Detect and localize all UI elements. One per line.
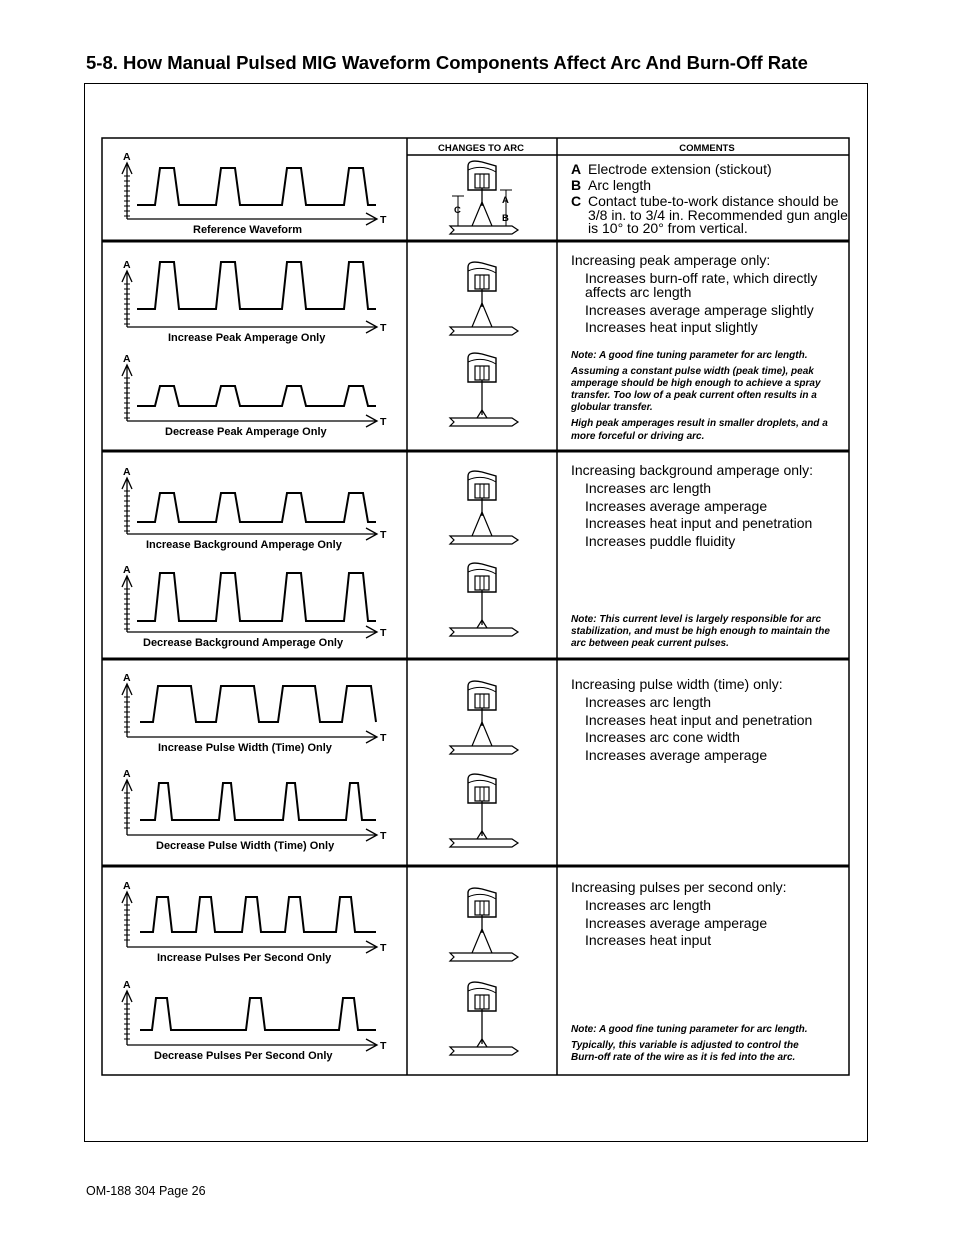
gun-nozzle <box>468 888 496 917</box>
arc-illustration-1 <box>450 262 518 335</box>
amplitude-axis-label: A <box>123 768 131 780</box>
arc-illustration-3 <box>450 471 518 544</box>
ref-letter-b: B <box>571 177 582 193</box>
page-footer: OM-188 304 Page 26 <box>86 1184 206 1198</box>
time-axis-label: T <box>380 1040 387 1052</box>
comment-item: affects arc length <box>585 284 692 300</box>
label-c: C <box>454 205 461 216</box>
comment-item: Increases arc length <box>585 480 712 496</box>
comment-note: transfer. Too low of a peak current often results in a <box>571 390 817 401</box>
comment-item: Increases arc length <box>585 897 712 913</box>
nozzle-curve <box>468 569 496 574</box>
contact-tube <box>475 787 489 801</box>
contact-tube <box>475 901 489 915</box>
pulse-trace <box>137 386 376 406</box>
pulse-trace <box>137 262 376 309</box>
pulse-trace <box>140 897 376 932</box>
nozzle-curve <box>468 477 496 482</box>
label-a: A <box>502 195 509 206</box>
waveform-label: Decrease Pulse Width (Time) Only <box>156 840 335 852</box>
comment-item: Increases heat input slightly <box>585 319 758 335</box>
comment-note: arc between peak current pulses. <box>571 638 729 649</box>
waveform-1 <box>122 262 377 333</box>
waveform-label: Decrease Background Amperage Only <box>143 637 344 649</box>
pulse-trace <box>137 573 376 621</box>
amplitude-axis-label: A <box>123 979 131 991</box>
comment-note: Note: A good fine tuning parameter for arc length. <box>571 1024 808 1035</box>
pulse-trace <box>137 168 376 205</box>
nozzle-curve <box>468 167 496 172</box>
time-axis-label: T <box>380 322 387 334</box>
time-axis-label: T <box>380 214 387 226</box>
nozzle-curve <box>468 894 496 899</box>
contact-tube <box>475 576 489 590</box>
gun-nozzle <box>468 681 496 710</box>
comment-note: amperage should be high enough to achieve a spray <box>571 378 821 389</box>
waveform-3 <box>122 478 377 540</box>
amplitude-axis-label: A <box>123 466 131 478</box>
arc-illustration-8 <box>450 982 518 1055</box>
pulse-trace <box>140 783 376 820</box>
section-title: 5-8. How Manual Pulsed MIG Waveform Components Affect Arc And Burn-Off Rate <box>86 52 808 73</box>
ref-comment-b: Arc length <box>588 177 652 193</box>
comment-heading-2: Increasing pulse width (time) only: <box>571 676 783 692</box>
gun-nozzle <box>468 262 496 291</box>
time-axis-label: T <box>380 627 387 639</box>
comment-item: Increases heat input and penetration <box>585 515 813 531</box>
waveform-7 <box>122 892 377 953</box>
pulse-trace <box>140 998 376 1030</box>
comment-item: Increases heat input and penetration <box>585 712 813 728</box>
section-divider <box>102 865 849 868</box>
comment-item: Increases average amperage <box>585 747 768 763</box>
comment-heading-0: Increasing peak amperage only: <box>571 252 771 268</box>
workpiece <box>450 226 518 234</box>
nozzle-curve <box>468 988 496 993</box>
comment-item: Increases heat input <box>585 932 712 948</box>
waveform-0 <box>122 163 377 225</box>
waveform-6 <box>122 780 377 841</box>
pulse-trace <box>137 493 376 522</box>
contact-tube <box>475 366 489 380</box>
comment-note: stabilization, and must be high enough to maintain the <box>571 626 830 637</box>
ref-comment-a: Electrode extension (stickout) <box>588 161 772 177</box>
gun-nozzle <box>468 563 496 592</box>
contact-tube <box>475 174 489 188</box>
workpiece <box>450 327 518 335</box>
nozzle-curve <box>468 268 496 273</box>
waveform-label: Decrease Pulses Per Second Only <box>154 1050 333 1062</box>
arc-illustration-6 <box>450 774 518 847</box>
arc-illustration-4 <box>450 563 518 636</box>
comment-heading-3: Increasing pulses per second only: <box>571 879 787 895</box>
comment-heading-1: Increasing background amperage only: <box>571 462 814 478</box>
waveform-label: Reference Waveform <box>193 224 303 236</box>
waveform-2 <box>122 365 377 427</box>
section-divider <box>102 450 849 453</box>
section-divider <box>102 658 849 661</box>
amplitude-axis-label: A <box>123 353 131 365</box>
arc-illustration-7 <box>450 888 518 961</box>
ref-letter-c: C <box>571 193 582 209</box>
amplitude-axis-label: A <box>123 672 131 684</box>
section-divider <box>102 240 849 243</box>
header-comments: COMMENTS <box>679 143 735 154</box>
comment-item: Increases average amperage <box>585 915 768 931</box>
comment-note: globular transfer. <box>571 402 653 413</box>
comment-note: Assuming a constant pulse width (peak time), peak <box>571 366 814 377</box>
comment-item: Increases arc cone width <box>585 729 740 745</box>
contact-tube <box>475 275 489 289</box>
comment-note: High peak amperages result in smaller droplets, and a <box>571 418 828 429</box>
contact-tube <box>475 995 489 1009</box>
workpiece <box>450 746 518 754</box>
comment-item: Increases average amperage slightly <box>585 302 814 318</box>
time-axis-label: T <box>380 416 387 428</box>
waveform-label: Increase Peak Amperage Only <box>168 332 326 344</box>
gun-nozzle <box>468 982 496 1011</box>
time-axis-label: T <box>380 529 387 541</box>
gun-nozzle <box>468 353 496 382</box>
time-axis-label: T <box>380 942 387 954</box>
waveform-5 <box>122 684 377 743</box>
comment-note: more forceful or driving arc. <box>571 431 705 442</box>
time-axis-label: T <box>380 732 387 744</box>
gun-nozzle <box>468 774 496 803</box>
workpiece <box>450 536 518 544</box>
comment-note: Burn-off rate of the wire as it is fed into the arc. <box>571 1052 796 1063</box>
arc-illustration-2 <box>450 353 518 426</box>
time-axis-label: T <box>380 830 387 842</box>
label-b: B <box>502 213 509 224</box>
waveform-label: Increase Pulse Width (Time) Only <box>158 742 332 754</box>
contact-tube <box>475 484 489 498</box>
waveform-4 <box>122 573 377 638</box>
header-changes-to-arc: CHANGES TO ARC <box>437 143 525 154</box>
ref-comment-c: Contact tube-to-work distance should be <box>588 193 839 209</box>
contact-tube <box>475 694 489 708</box>
pulse-trace <box>140 686 376 722</box>
workpiece <box>450 418 518 426</box>
ref-comment-c-cont2: is 10° to 20° from vertical. <box>588 220 748 236</box>
ref-comment-c-cont: 3/8 in. to 3/4 in. Recommended gun angle <box>588 207 848 223</box>
workpiece <box>450 953 518 961</box>
workpiece <box>450 1047 518 1055</box>
amplitude-axis-label: A <box>123 151 131 163</box>
comment-note: Note: A good fine tuning parameter for arc length. <box>571 350 808 361</box>
comment-item: Increases burn-off rate, which directly <box>585 270 818 286</box>
ref-letter-a: A <box>571 161 582 177</box>
waveform-label: Increase Background Amperage Only <box>146 539 342 551</box>
gun-nozzle <box>468 471 496 500</box>
waveform-label: Decrease Peak Amperage Only <box>165 426 327 438</box>
arc-illustration-5 <box>450 681 518 754</box>
amplitude-axis-label: A <box>123 880 131 892</box>
comment-note: Typically, this variable is adjusted to control the <box>571 1040 799 1051</box>
gun-nozzle <box>468 161 496 190</box>
nozzle-curve <box>468 780 496 785</box>
comment-note: Note: This current level is largely responsible for arc <box>571 614 822 625</box>
amplitude-axis-label: A <box>123 564 131 576</box>
comment-item: Increases arc length <box>585 694 712 710</box>
amplitude-axis-label: A <box>123 259 131 271</box>
waveform-label: Increase Pulses Per Second Only <box>157 952 332 964</box>
workpiece <box>450 839 518 847</box>
nozzle-curve <box>468 359 496 364</box>
comment-item: Increases puddle fluidity <box>585 533 736 549</box>
workpiece <box>450 628 518 636</box>
nozzle-curve <box>468 687 496 692</box>
waveform-8 <box>122 991 377 1051</box>
comment-item: Increases average amperage <box>585 498 768 514</box>
